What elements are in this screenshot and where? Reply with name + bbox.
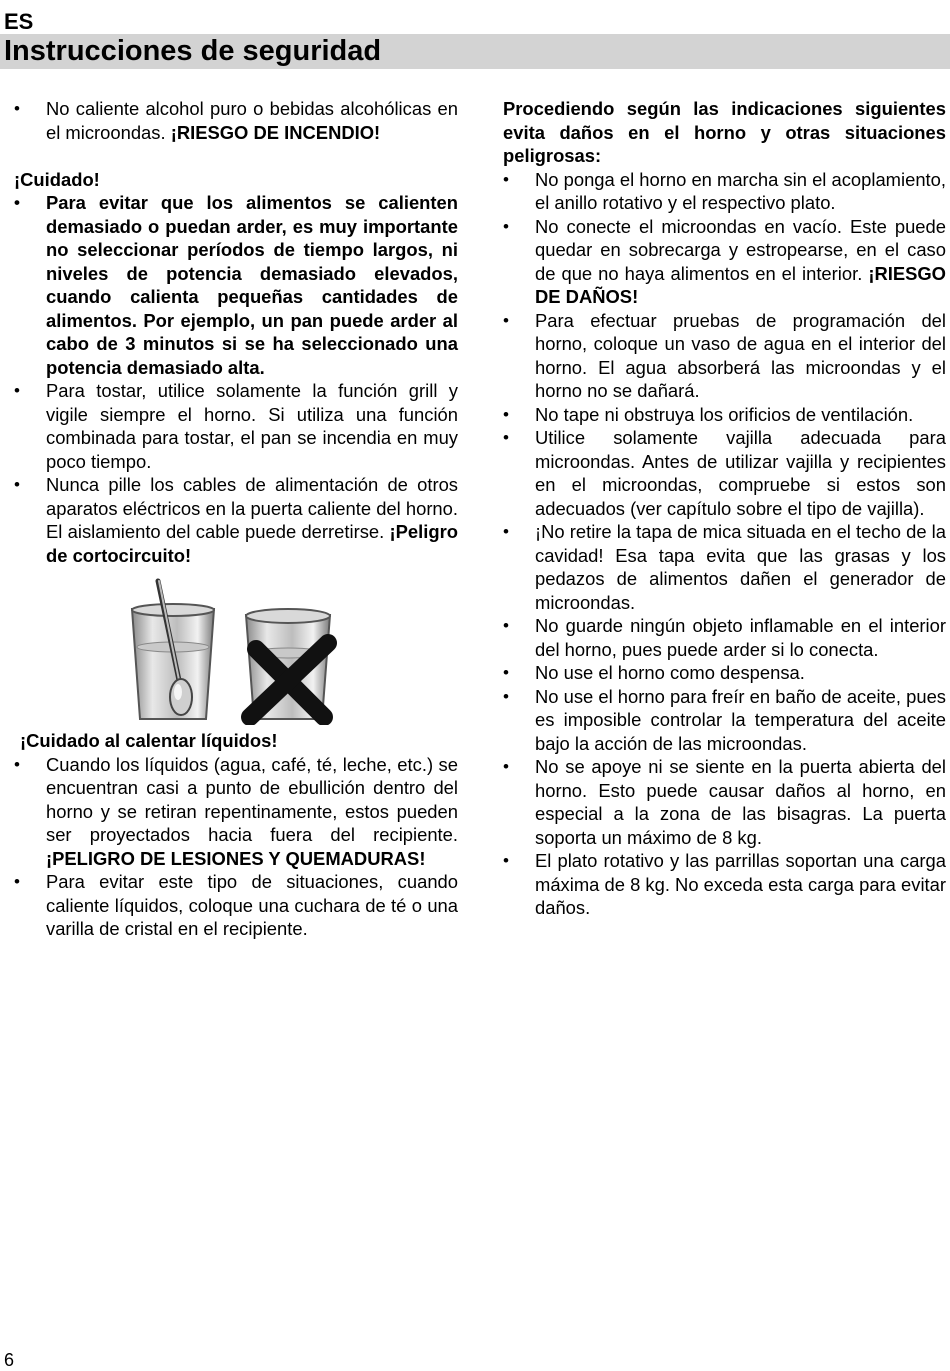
alcohol-list	[14, 97, 458, 144]
list-item: • No se apoye ni se siente en la puerta abierta del horno. Esto puede causar daños al horno, en especial a la zona de las bisagras. La puerta soporta un máximo de 8 kg.	[503, 755, 946, 849]
list-item: • Cuando los líquidos (agua, café, té, leche, etc.) se encuentran casi a punto de ebullición dentro del horno y se retiran repentinamente, estos pueden ser proyectados hacia fuera del recipiente. ¡PELIGRO DE LESIONES Y QUEMADURAS!	[14, 753, 458, 871]
list-item: • El plato rotativo y las parrillas soportan una carga máxima de 8 kg. No exceda esta carga para evitar daños.	[503, 849, 946, 920]
list-item: • No use el horno para freír en baño de aceite, pues es imposible controlar la temperatura del aceite bajo la acción de las microondas.	[503, 685, 946, 756]
caution-list	[14, 191, 458, 567]
list-item: • ¡No retire la tapa de mica situada en el techo de la cavidad! Esa tapa evita que las grasas y los pedazos de alimentos dañen el generador de microondas.	[503, 520, 946, 614]
list-item: • Utilice solamente vajilla adecuada para microondas. Antes de utilizar vajilla y recipientes en el microondas, compruebe si estos son adecuados (ver capítulo sobre el tipo de vajilla).	[503, 426, 946, 520]
list-item: • Para efectuar pruebas de programación del horno, coloque un vaso de agua en el interior del horno. El agua absorberá las microondas y el horno no se dañará.	[503, 309, 946, 403]
list-item: • Para tostar, utilice solamente la función grill y vigile siempre el horno. Si utiliza una función combinada para tostar, el pan se incendia en muy poco tiempo.	[14, 379, 458, 473]
right-column	[503, 97, 946, 920]
list-item: • No caliente alcohol puro o bebidas alcohólicas en el microondas. ¡RIESGO DE INCENDIO!	[14, 97, 458, 144]
page-number: 6	[4, 1350, 15, 1370]
intro-paragraph: Procediendo según las indicaciones siguientes evita daños en el horno y otras situaciones peligrosas:	[503, 98, 946, 166]
caution-heading: ¡Cuidado!	[14, 168, 100, 190]
glass-with-spoon-icon	[132, 581, 214, 719]
list-item: • Para evitar que los alimentos se calienten demasiado o puedan arder, es muy importante no seleccionar períodos de tiempo largos, ni niveles de potencia demasiado elevados, cuando calienta pequeñas cantidades de alimentos. Por ejemplo, un pan puede arder al cabo de 3 minutos si se ha seleccionado una potencia demasiado alta.	[14, 191, 458, 379]
list-item: • No conecte el microondas en vacío. Este puede quedar en sobrecarga y estropearse, en el caso de que no haya alimentos en el interior. ¡RIESGO DE DAÑOS!	[503, 215, 946, 309]
prevention-list	[503, 168, 946, 920]
left-column	[14, 97, 458, 941]
list-item: • Nunca pille los cables de alimentación de otros aparatos eléctricos en la puerta caliente del horno. El aislamiento del cable puede derretirse. ¡Peligro de cortocircuito!	[14, 473, 458, 567]
language-code: ES	[4, 9, 34, 34]
list-item: • Para evitar este tipo de situaciones, cuando caliente líquidos, coloque una cuchara de té o una varilla de cristal en el recipiente.	[14, 870, 458, 941]
list-item: • No ponga el horno en marcha sin el acoplamiento, el anillo rotativo y el respectivo plato.	[503, 168, 946, 215]
glass-spoon-illustration	[118, 577, 348, 725]
list-item: • No guarde ningún objeto inflamable en el interior del horno, pues puede arder si lo conecta.	[503, 614, 946, 661]
liquids-list	[14, 753, 458, 941]
liquids-heading: ¡Cuidado al calentar líquidos!	[20, 730, 278, 751]
list-item: • No use el horno como despensa.	[503, 661, 946, 685]
list-item: • No tape ni obstruya los orificios de ventilación.	[503, 403, 946, 427]
page-title: Instrucciones de seguridad	[0, 34, 950, 69]
